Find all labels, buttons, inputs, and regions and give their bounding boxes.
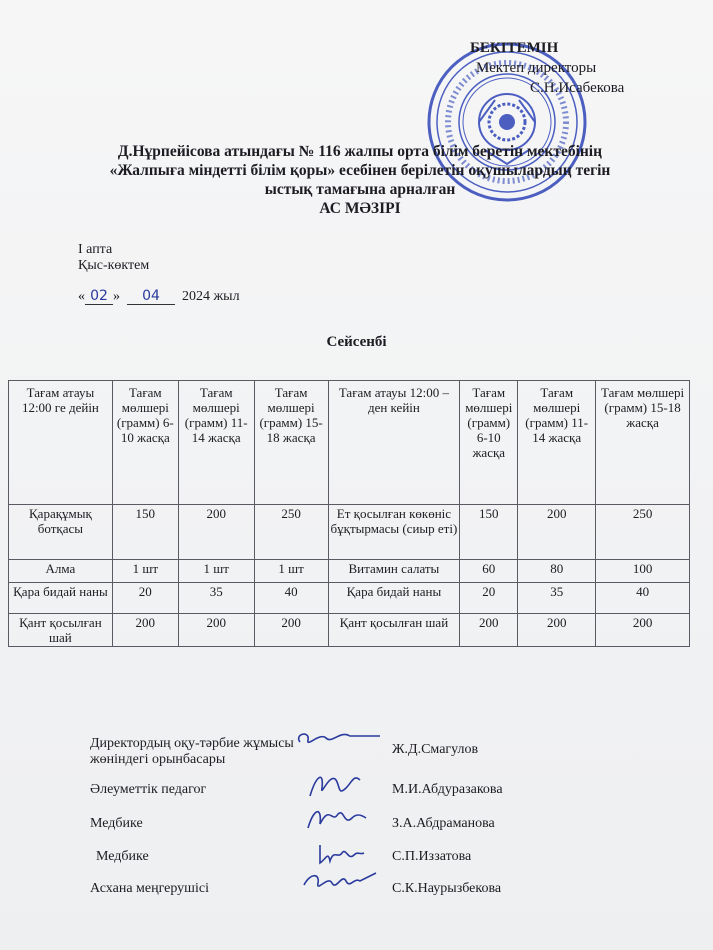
table-cell: Алма bbox=[9, 560, 113, 583]
table-cell: 40 bbox=[254, 583, 328, 614]
table-cell: 200 bbox=[460, 614, 518, 647]
table-cell: 60 bbox=[460, 560, 518, 583]
signature-row bbox=[90, 816, 690, 838]
signer-role: Медбике bbox=[90, 816, 143, 831]
table-row bbox=[9, 614, 690, 647]
table-cell: 35 bbox=[518, 583, 596, 614]
approval-position: Мектеп директоры bbox=[476, 60, 597, 76]
table-cell: Қант қосылған шай bbox=[328, 614, 460, 647]
signer-name: З.А.Абдраманова bbox=[392, 816, 495, 831]
table-cell: 100 bbox=[596, 560, 690, 583]
table-cell: 20 bbox=[460, 583, 518, 614]
table-cell: 1 шт bbox=[112, 560, 178, 583]
table-cell: 200 bbox=[518, 505, 596, 560]
signature-icon bbox=[280, 865, 390, 905]
header-cell: Тағам мөлшері (грамм) 6-10 жасқа bbox=[112, 381, 178, 505]
table-cell: 35 bbox=[178, 583, 254, 614]
header-cell: Тағам мөлшері (грамм) 11-14 жасқа bbox=[518, 381, 596, 505]
table-cell: Витамин салаты bbox=[328, 560, 460, 583]
signature-icon bbox=[280, 720, 390, 760]
title-line-3: ыстық тамағына арналған bbox=[264, 181, 456, 198]
table-cell: 1 шт bbox=[178, 560, 254, 583]
table-cell: 150 bbox=[112, 505, 178, 560]
table-row bbox=[9, 560, 690, 583]
table-cell: 80 bbox=[518, 560, 596, 583]
day-name: Сейсенбі bbox=[326, 334, 387, 350]
signer-role: Әлеуметтік педагог bbox=[90, 782, 207, 797]
table-cell: 250 bbox=[254, 505, 328, 560]
approval-block bbox=[470, 38, 700, 98]
date-close-quote: » bbox=[113, 289, 120, 304]
menu-table bbox=[8, 380, 690, 647]
signature-row bbox=[90, 736, 690, 767]
date-open-quote: « bbox=[78, 289, 85, 304]
table-row bbox=[9, 583, 690, 614]
table-cell: Қарақұмық ботқасы bbox=[9, 505, 113, 560]
header-cell: Тағам мөлшері (грамм) 15-18 жасқа bbox=[596, 381, 690, 505]
header-cell: Тағам мөлшері (грамм) 11-14 жасқа bbox=[178, 381, 254, 505]
table-cell: Қант қосылған шай bbox=[9, 614, 113, 647]
table-cell: Қара бидай наны bbox=[328, 583, 460, 614]
table-cell: 200 bbox=[254, 614, 328, 647]
table-header-row bbox=[9, 381, 690, 505]
header-cell: Тағам мөлшері (грамм) 15-18 жасқа bbox=[254, 381, 328, 505]
table-cell: 250 bbox=[596, 505, 690, 560]
signer-name: С.П.Иззатова bbox=[392, 849, 472, 864]
signer-name: С.К.Наурызбекова bbox=[392, 881, 502, 896]
header-cell: Тағам атауы 12:00 – ден кейін bbox=[328, 381, 460, 505]
signer-name: М.И.Абдуразакова bbox=[392, 782, 503, 797]
table-cell: Ет қосылған көкөніс бұқтырмасы (сиыр еті) bbox=[328, 505, 460, 560]
signer-role: Директордың оқу-тәрбие жұмысы жөніндегі орынбасары bbox=[90, 736, 294, 767]
signer-role: Медбике bbox=[96, 849, 149, 864]
date-month: 04 bbox=[127, 288, 175, 305]
table-cell: Қара бидай наны bbox=[9, 583, 113, 614]
table-cell: 150 bbox=[460, 505, 518, 560]
date-year: 2024 жыл bbox=[182, 289, 240, 304]
table-cell: 40 bbox=[596, 583, 690, 614]
table-cell: 200 bbox=[518, 614, 596, 647]
approval-name: С.Н.Исабекова bbox=[530, 80, 625, 96]
header-cell: Тағам атауы 12:00 ге дейін bbox=[9, 381, 113, 505]
signature-row bbox=[90, 849, 690, 871]
table-cell: 1 шт bbox=[254, 560, 328, 583]
date-day: 02 bbox=[85, 288, 113, 305]
table-cell: 200 bbox=[596, 614, 690, 647]
signer-role: Асхана меңгерушісі bbox=[90, 881, 209, 896]
approval-heading: БЕКІТЕМІН bbox=[470, 40, 559, 56]
signature-row bbox=[90, 782, 690, 804]
table-cell: 200 bbox=[178, 614, 254, 647]
signature-row bbox=[90, 881, 690, 903]
title-line-2: «Жалпыға міндетті білім қоры» есебінен берілетін оқушылардың тегін bbox=[109, 162, 611, 179]
header-cell: Тағам мөлшері (грамм) 6-10 жасқа bbox=[460, 381, 518, 505]
date-line bbox=[78, 288, 240, 305]
title-line-1: Д.Нұрпейісова атындағы № 116 жалпы орта білім беретін мектебінің bbox=[117, 143, 603, 160]
table-cell: 20 bbox=[112, 583, 178, 614]
table-row bbox=[9, 505, 690, 560]
signer-name: Ж.Д.Смагулов bbox=[392, 742, 479, 757]
table-cell: 200 bbox=[112, 614, 178, 647]
season-label: Қыс-көктем bbox=[78, 258, 150, 273]
week-label: I апта bbox=[78, 242, 113, 257]
title-line-4: АС МӘЗІРІ bbox=[319, 200, 401, 217]
table-cell: 200 bbox=[178, 505, 254, 560]
document-title bbox=[60, 142, 660, 218]
